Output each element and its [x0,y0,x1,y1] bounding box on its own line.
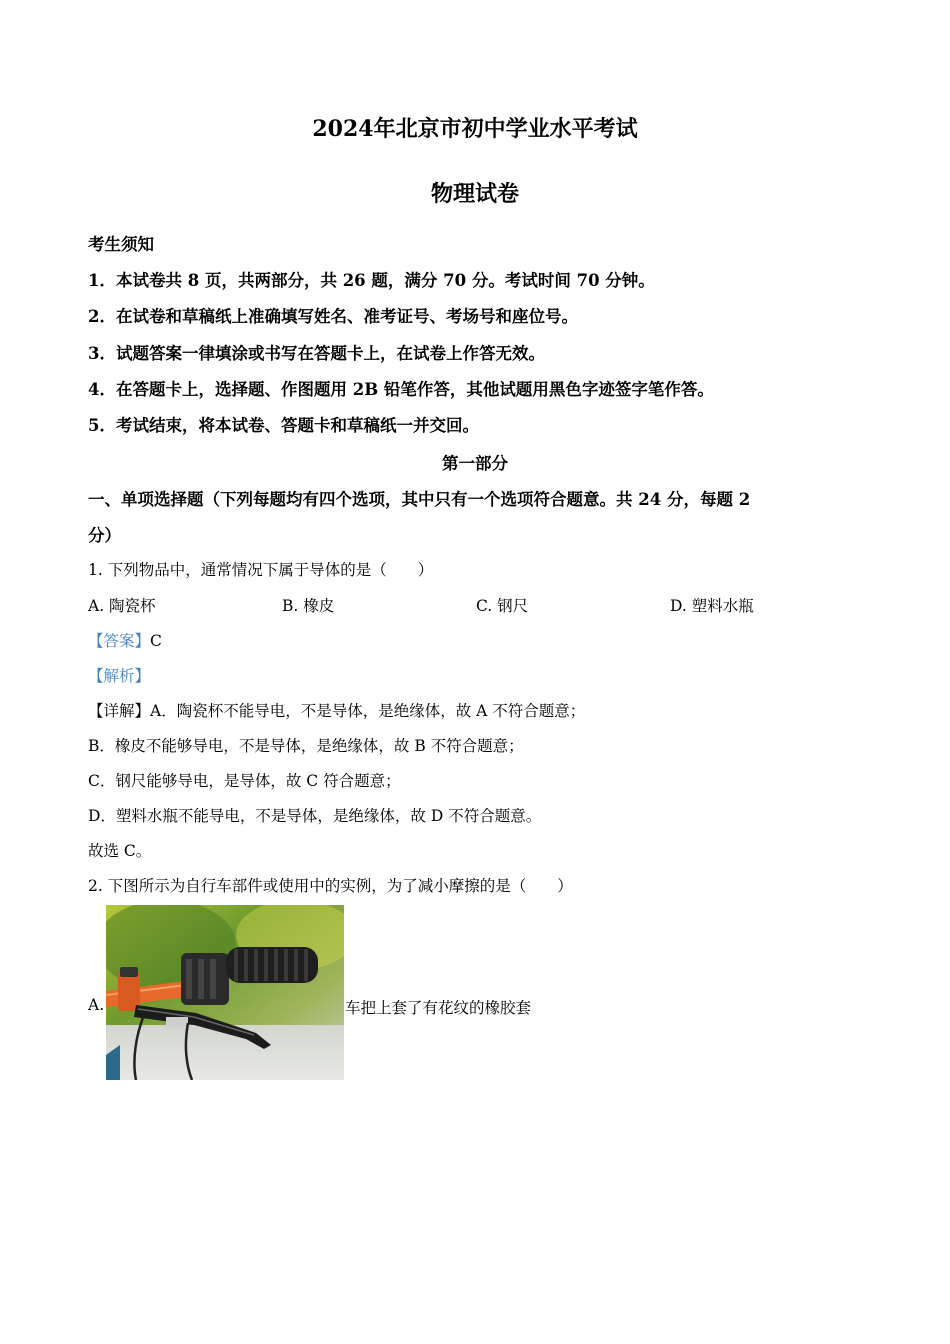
detail-tag: 【详解】 [88,702,151,720]
q1-option-c: C. 钢尺 [476,597,529,615]
q1-stem: 1. 下列物品中，通常情况下属于导体的是（ ） [88,561,434,579]
bicycle-handlebar-photo-icon [106,905,344,1080]
q1-answer [88,629,162,651]
q1-option-b: B. 橡皮 [282,597,335,615]
detail-conclusion: 故选 C。 [88,842,152,860]
q2-stem: 2. 下图所示为自行车部件或使用中的实例，为了减小摩擦的是（ ） [88,877,573,895]
exam-subtitle: 物理试卷 [430,181,519,207]
q2-option-a-text: 车把上套了有花纹的橡胶套 [345,999,532,1017]
analysis-tag: 【解析】 [88,667,151,685]
notice-item-5: 5．考试结束，将本试卷、答题卡和草稿纸一并交回。 [88,416,479,435]
notice-item-2: 2．在试卷和草稿纸上准确填写姓名、准考证号、考场号和座位号。 [88,307,578,326]
section-heading-line-1: 一、单项选择题（下列每题均有四个选项，其中只有一个选项符合题意。共 24 分，每题 2 [88,490,751,509]
detail-line-2: B．橡皮不能够导电，不是导体，是绝缘体，故 B 不符合题意； [88,737,524,755]
detail-line-1 [88,699,585,721]
part-label: 第一部分 [442,454,508,473]
notice-item-3: 3．试题答案一律填涂或书写在答题卡上，在试卷上作答无效。 [88,344,545,363]
detail-line-4: D．塑料水瓶不能导电，不是导体，是绝缘体，故 D 不符合题意。 [88,807,542,825]
detail-text-a: A．陶瓷杯不能导电，不是导体，是绝缘体，故 A 不符合题意； [150,702,586,720]
q1-option-a: A. 陶瓷杯 [88,597,156,615]
answer-value: C [150,632,162,650]
notice-item-1: 1．本试卷共 8 页，共两部分，共 26 题，满分 70 分。考试时间 70 分钟。 [88,271,655,290]
q1-option-d: D. 塑料水瓶 [670,597,754,615]
exam-title: 2024年北京市初中学业水平考试 [312,116,638,142]
q2-option-a-label: A. [88,996,105,1014]
detail-line-3: C．钢尺能够导电，是导体，故 C 符合题意； [88,772,401,790]
notice-item-4: 4．在答题卡上，选择题、作图题用 2B 铅笔作答，其他试题用黑色字迹签字笔作答。 [88,380,714,399]
answer-tag: 【答案】 [88,632,151,650]
notice-heading: 考生须知 [88,235,154,254]
section-heading-line-2: 分） [88,526,121,545]
